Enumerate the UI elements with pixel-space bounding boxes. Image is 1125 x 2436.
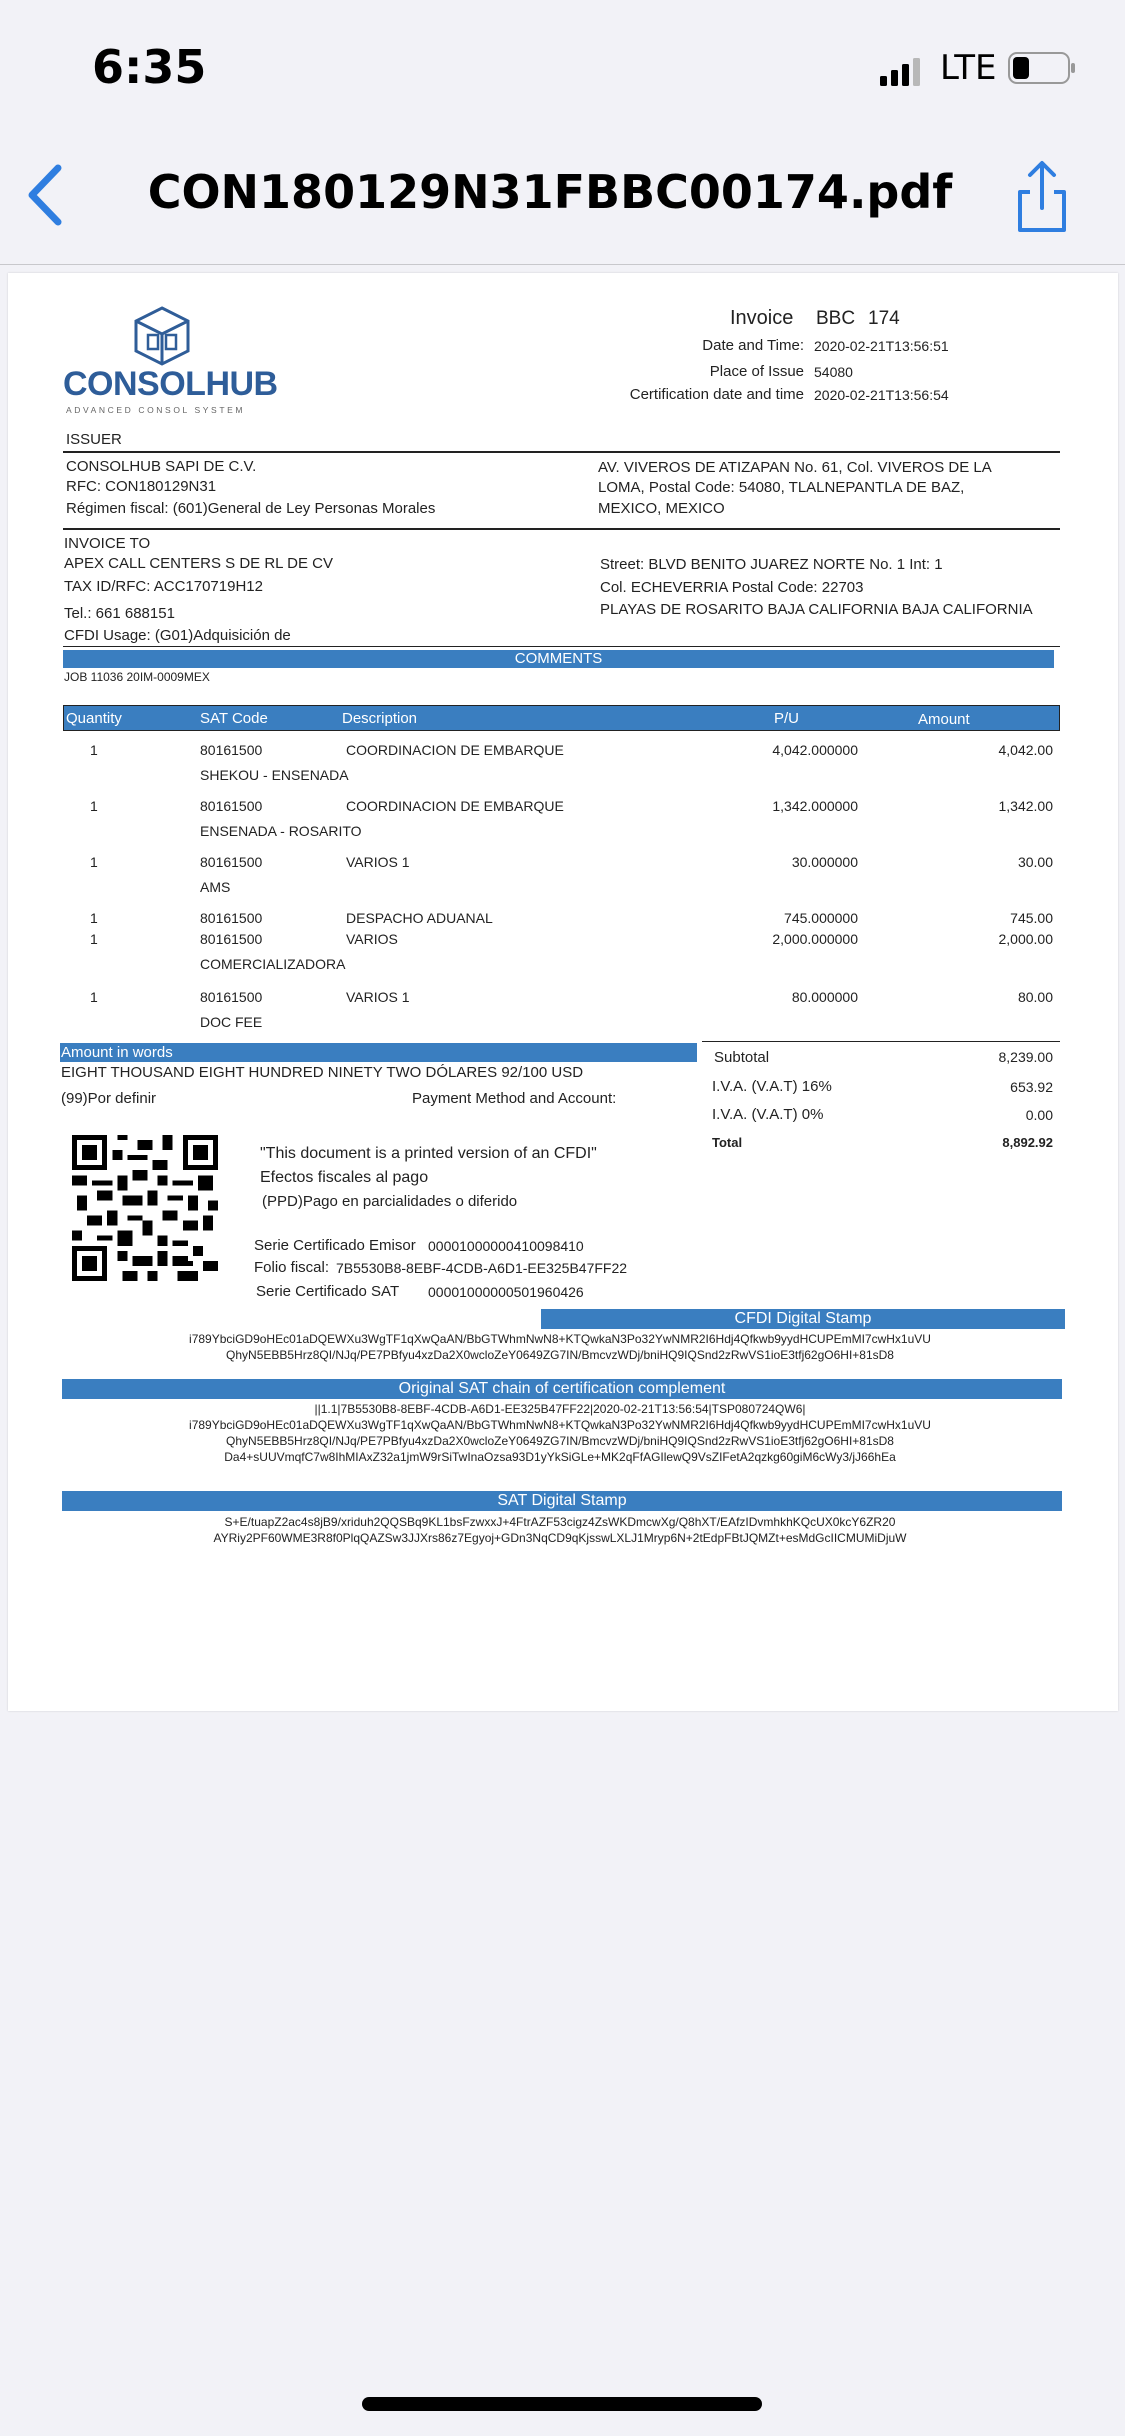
network-label: LTE	[940, 48, 997, 88]
cube-logo-icon	[132, 305, 192, 367]
subtotal-label: Subtotal	[714, 1049, 770, 1066]
home-indicator[interactable]	[362, 2397, 762, 2411]
client-city: PLAYAS DE ROSARITO BAJA CALIFORNIA BAJA CALIFORNIA	[600, 601, 1033, 618]
words-heading: Amount in words	[61, 1044, 173, 1061]
cert-value: 2020-02-21T13:56:54	[814, 387, 949, 403]
date-label: Date and Time:	[702, 337, 804, 354]
row-amount: 2,000.00	[998, 931, 1053, 947]
row-code: 80161500	[200, 854, 263, 870]
payment-form: (99)Por definir	[61, 1090, 157, 1107]
row-code: 80161500	[200, 931, 263, 947]
iva16-value: 653.92	[1010, 1079, 1053, 1095]
issuer-heading: ISSUER	[66, 431, 122, 448]
chain-line: ||1.1|7B5530B8-8EBF-4CDB-A6D1-EE325B47FF22|2020-02-21T13:56:54|TSP080724QW6|	[314, 1402, 806, 1416]
serie-sat-value: 00001000000501960426	[428, 1284, 584, 1300]
invoice-to-heading: INVOICE TO	[64, 535, 151, 552]
cfdi-stamp-line: QhyN5EBB5Hrz8QI/NJq/PE7PBfyu4xzDa2X0wcloZeY0649ZG7IN/BmcvzWDj/bniHQ9IQSnd2zRwVS1ioE3tfj62gO6HI+81sD8	[226, 1348, 894, 1362]
row-description: COORDINACION DE EMBARQUE	[346, 742, 564, 758]
signal-icon	[880, 58, 922, 86]
sat-stamp-line: AYRiy2PF60WME3R8f0PlqQAZSw3JJXrs86z7Egyoj+GDn3NqCD9qKjsswLXLJ1Mryp6N+2tEdpFBtJQMZt+esMdGcIICMUMiDjuW	[213, 1531, 907, 1545]
row-pu: 1,342.000000	[772, 798, 858, 814]
client-name: APEX CALL CENTERS S DE RL DE CV	[64, 555, 333, 572]
row-sub: DOC FEE	[200, 1014, 263, 1030]
chain-heading: Original SAT chain of certification complement	[62, 1379, 1062, 1399]
row-pu: 4,042.000000	[772, 742, 858, 758]
row-amount: 745.00	[1010, 910, 1053, 926]
sat-stamp-line: S+E/tuapZ2ac4s8jB9/xriduh2QQSBq9KL1bsFzwxxJ+4FtrAZF53cigz4ZsWKDmcwXg/Q8hXT/EAfzIDvmhkhKQcUX0kcY6ZR20	[224, 1515, 896, 1529]
status-time: 6:35	[92, 40, 207, 94]
row-pu: 745.000000	[784, 910, 858, 926]
row-description: DESPACHO ADUANAL	[346, 910, 493, 926]
chain-line: i789YbciGD9oHEc01aDQEWXu3WgTF1qXwQaAN/BbGTWhmNwN8+KTQwkaN3Po32YwNMR2I6Hdj4Qfkwb9yydHCUPEmMI7cwHx1uVU	[189, 1418, 931, 1432]
issuer-address-3: MEXICO, MEXICO	[598, 500, 725, 517]
row-sub: AMS	[200, 879, 231, 895]
row-description: VARIOS	[346, 931, 398, 947]
invoice-label: Invoice	[730, 307, 794, 329]
row-code: 80161500	[200, 798, 263, 814]
client-col: Col. ECHEVERRIA Postal Code: 22703	[600, 579, 864, 596]
payment-ppd: (PPD)Pago en parcialidades o diferido	[262, 1193, 518, 1210]
issuer-regime: Régimen fiscal: (601)General de Ley Personas Morales	[66, 500, 436, 517]
row-pu: 2,000.000000	[772, 931, 858, 947]
client-tax-id: TAX ID/RFC: ACC170719H12	[64, 578, 263, 595]
client-street: Street: BLVD BENITO JUAREZ NORTE No. 1 Int: 1	[600, 556, 943, 573]
pdf-page[interactable]	[8, 273, 1118, 1711]
comments-heading: COMMENTS	[63, 650, 1054, 668]
invoice-series: BBC	[816, 308, 856, 329]
column-quantity: Quantity	[66, 710, 122, 727]
row-amount: 30.00	[1017, 854, 1053, 870]
cfdi-usage: CFDI Usage: (G01)Adquisición de	[64, 627, 291, 644]
divider	[702, 1041, 1060, 1042]
serie-emisor-label: Serie Certificado Emisor	[254, 1237, 416, 1254]
row-amount: 4,042.00	[998, 742, 1053, 758]
column-description: Description	[342, 710, 418, 727]
row-qty: 1	[90, 854, 98, 870]
comments-text: JOB 11036 20IM-0009MEX	[64, 670, 210, 684]
sat-stamp-heading: SAT Digital Stamp	[62, 1491, 1062, 1511]
qr-code	[72, 1135, 218, 1281]
row-code: 80161500	[200, 910, 263, 926]
divider	[63, 451, 1060, 453]
chevron-left-icon[interactable]	[22, 160, 66, 230]
subtotal-value: 8,239.00	[998, 1049, 1053, 1065]
amount-in-words: EIGHT THOUSAND EIGHT HUNDRED NINETY TWO DÓLARES 92/100 USD	[61, 1064, 584, 1081]
row-description: VARIOS 1	[346, 989, 410, 1005]
payment-method-label: Payment Method and Account:	[412, 1090, 617, 1107]
total-value: 8,892.92	[1002, 1135, 1053, 1150]
row-code: 80161500	[200, 989, 263, 1005]
row-pu: 30.000000	[791, 854, 858, 870]
row-qty: 1	[90, 742, 98, 758]
document-title: CON180129N31FBBC00174.pdf	[147, 165, 953, 219]
row-description: COORDINACION DE EMBARQUE	[346, 798, 564, 814]
divider	[63, 646, 1060, 647]
logo-text: CONSOLHUB	[63, 365, 278, 403]
row-qty: 1	[90, 798, 98, 814]
row-description: VARIOS 1	[346, 854, 410, 870]
iva0-value: 0.00	[1025, 1107, 1053, 1123]
column-pu: P/U	[774, 710, 800, 727]
cert-label: Certification date and time	[629, 386, 804, 403]
battery-icon	[1008, 52, 1076, 84]
chain-line: QhyN5EBB5Hrz8QI/NJq/PE7PBfyu4xzDa2X0wcloZeY0649ZG7IN/BmcvzWDj/bniHQ9IQSnd2zRwVS1ioE3tfj62gO6HI+81sD8	[226, 1434, 894, 1448]
row-amount: 80.00	[1017, 989, 1053, 1005]
row-sub: ENSENADA - ROSARITO	[200, 823, 362, 839]
divider	[63, 528, 1060, 530]
total-label: Total	[712, 1135, 743, 1150]
share-icon[interactable]	[1010, 158, 1074, 234]
iva16-label: I.V.A. (V.A.T) 16%	[712, 1078, 832, 1095]
client-tel: Tel.: 661 688151	[64, 605, 175, 622]
date-value: 2020-02-21T13:56:51	[814, 338, 949, 354]
folio-fiscal-value: 7B5530B8-8EBF-4CDB-A6D1-EE325B47FF22	[336, 1260, 628, 1276]
chain-line: Da4+sUUVmqfC7w8IhMIAxZ32a1jmW9rSiTwInaOzsa93D1yYkSiGLe+MK2qFfAGIlewQ9VsZIFetA2qzkg60giM6cWy3/jJ66hEa	[224, 1450, 896, 1464]
issuer-rfc: RFC: CON180129N31	[66, 478, 217, 495]
row-sub: COMERCIALIZADORA	[200, 956, 346, 972]
invoice-folio: 174	[868, 308, 900, 329]
column-amount: Amount	[918, 711, 970, 728]
iva0-label: I.V.A. (V.A.T) 0%	[712, 1106, 824, 1123]
row-amount: 1,342.00	[998, 798, 1053, 814]
row-pu: 80.000000	[791, 989, 858, 1005]
fiscal-effects: Efectos fiscales al pago	[260, 1169, 429, 1186]
row-qty: 1	[90, 910, 98, 926]
issuer-address-1: AV. VIVEROS DE ATIZAPAN No. 61, Col. VIVEROS DE LA	[598, 459, 992, 476]
status-bar	[0, 0, 1125, 140]
issuer-name: CONSOLHUB SAPI DE C.V.	[66, 458, 257, 475]
row-qty: 1	[90, 931, 98, 947]
row-qty: 1	[90, 989, 98, 1005]
issuer-address-2: LOMA, Postal Code: 54080, TLALNEPANTLA DE BAZ,	[598, 479, 965, 496]
cfdi-stamp-line: i789YbciGD9oHEc01aDQEWXu3WgTF1qXwQaAN/BbGTWhmNwN8+KTQwkaN3Po32YwNMR2I6Hdj4Qfkwb9yydHCUPEmMI7cwHx1uVU	[189, 1332, 931, 1346]
serie-emisor-value: 00001000000410098410	[428, 1238, 584, 1254]
row-code: 80161500	[200, 742, 263, 758]
cfdi-stamp-heading: CFDI Digital Stamp	[541, 1309, 1065, 1329]
logo-tagline: ADVANCED CONSOL SYSTEM	[66, 405, 246, 415]
column-sat-code: SAT Code	[200, 710, 268, 727]
folio-fiscal-label: Folio fiscal:	[254, 1259, 330, 1276]
serie-sat-label: Serie Certificado SAT	[256, 1283, 400, 1300]
place-value: 54080	[814, 364, 853, 380]
row-sub: SHEKOU - ENSENADA	[200, 767, 349, 783]
place-label: Place of Issue	[709, 363, 804, 380]
printed-version-note: "This document is a printed version of an CFDI"	[260, 1145, 597, 1162]
